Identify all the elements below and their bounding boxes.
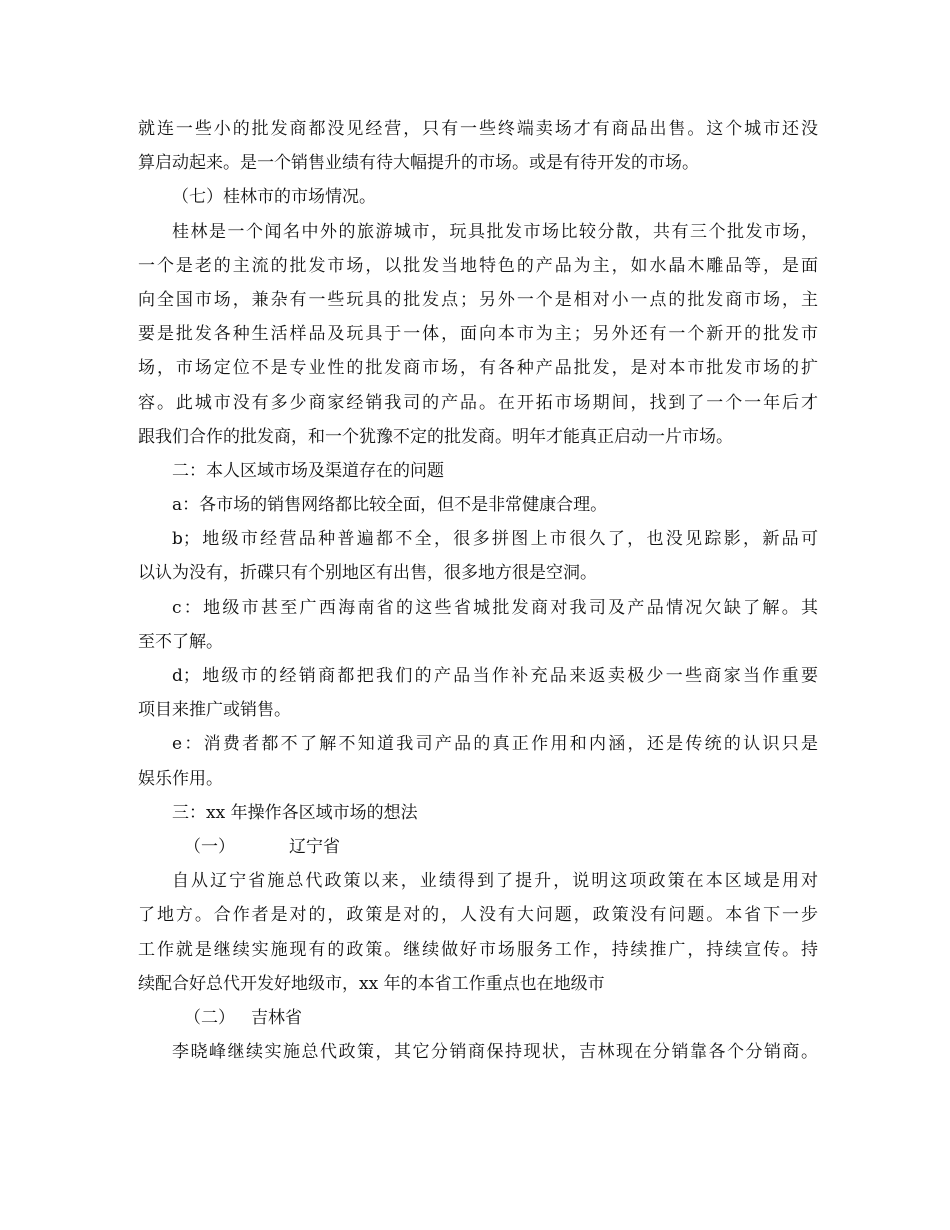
section-heading-problems: 二：本人区域市场及渠道存在的问题 — [172, 460, 444, 481]
paragraph-line: 自从辽宁省施总代政策以来，业绩得到了提升，说明这项政策在本区域是用对 — [172, 871, 818, 892]
list-item-b: b；地级市经营品种普遍都不全，很多拼图上市很久了，也没见踪影，新品可 — [172, 529, 818, 550]
paragraph-line: 跟我们合作的批发商，和一个犹豫不定的批发商。明年才能真正启动一片市场。 — [138, 426, 733, 447]
subheading-number: （一） — [184, 836, 235, 857]
document-body — [138, 112, 818, 1069]
list-item-d: d；地级市的经销商都把我们的产品当作补充品来返卖极少一些商家当作重要 — [172, 666, 818, 686]
paragraph-line: 场，市场定位不是专业性的批发商市场，有各种产品批发，是对本市批发市场的扩 — [138, 358, 818, 379]
paragraph-line: 李晓峰继续实施总代政策，其它分销商保持现状，吉林现在分销靠各个分销商。 — [172, 1042, 818, 1063]
list-item-b-cont: 以认为没有，折碟只有个别地区有出售，很多地方很是空洞。 — [138, 563, 597, 584]
paragraph-line: 一个是老的主流的批发市场，以批发当地特色的产品为主，如水晶木雕品等，是面 — [138, 255, 818, 276]
paragraph-line: 向全国市场，兼杂有一些玩具的批发点；另外一个是相对小一点的批发商市场，主 — [138, 289, 818, 310]
subheading-jilin — [138, 1001, 818, 1035]
list-item-e-cont: 娱乐作用。 — [138, 768, 223, 789]
list-item-c-cont: 至不了解。 — [138, 631, 223, 652]
section-heading-guilin: （七）桂林市的市场情况。 — [172, 187, 376, 208]
paragraph-line: 了地方。合作者是对的，政策是对的，人没有大问题，政策没有问题。本省下一步 — [138, 905, 818, 926]
paragraph-line: 桂林是一个闻名中外的旅游城市，玩具批发市场比较分散，共有三个批发市场， — [172, 221, 818, 242]
paragraph-line: 工作就是继续实施现有的政策。继续做好市场服务工作，持续推广，持续宣传。持 — [138, 939, 818, 960]
list-item-d-cont: 项目来推广或销售。 — [138, 700, 291, 721]
section-heading-plans: 三：xx 年操作各区域市场的想法 — [172, 802, 418, 823]
paragraph-line: 续配合好总代开发好地级市，xx 年的本省工作重点也在地级市 — [138, 973, 605, 994]
paragraph-line: 容。此城市没有多少商家经销我司的产品。在开拓市场期间，找到了一个一年后才 — [138, 392, 818, 413]
paragraph-line: 要是批发各种生活样品及玩具于一体，面向本市为主；另外还有一个新开的批发市 — [138, 324, 818, 345]
subheading-title: 吉林省 — [251, 1007, 302, 1028]
list-item-c: c：地级市甚至广西海南省的这些省城批发商对我司及产品情况欠缺了解。其 — [172, 597, 818, 618]
subheading-number: （二） — [184, 1007, 235, 1028]
subheading-liaoning — [138, 830, 818, 864]
list-item-e: e：消费者都不了解不知道我司产品的真正作用和内涵，还是传统的认识只是 — [172, 734, 818, 755]
paragraph-line: 就连一些小的批发商都没见经营，只有一些终端卖场才有商品出售。这个城市还没 — [138, 119, 818, 139]
list-item-a: a：各市场的销售网络都比较全面，但不是非常健康合理。 — [172, 495, 608, 516]
subheading-title: 辽宁省 — [289, 836, 340, 857]
paragraph-line: 算启动起来。是一个销售业绩有待大幅提升的市场。或是有待开发的市场。 — [138, 153, 699, 174]
